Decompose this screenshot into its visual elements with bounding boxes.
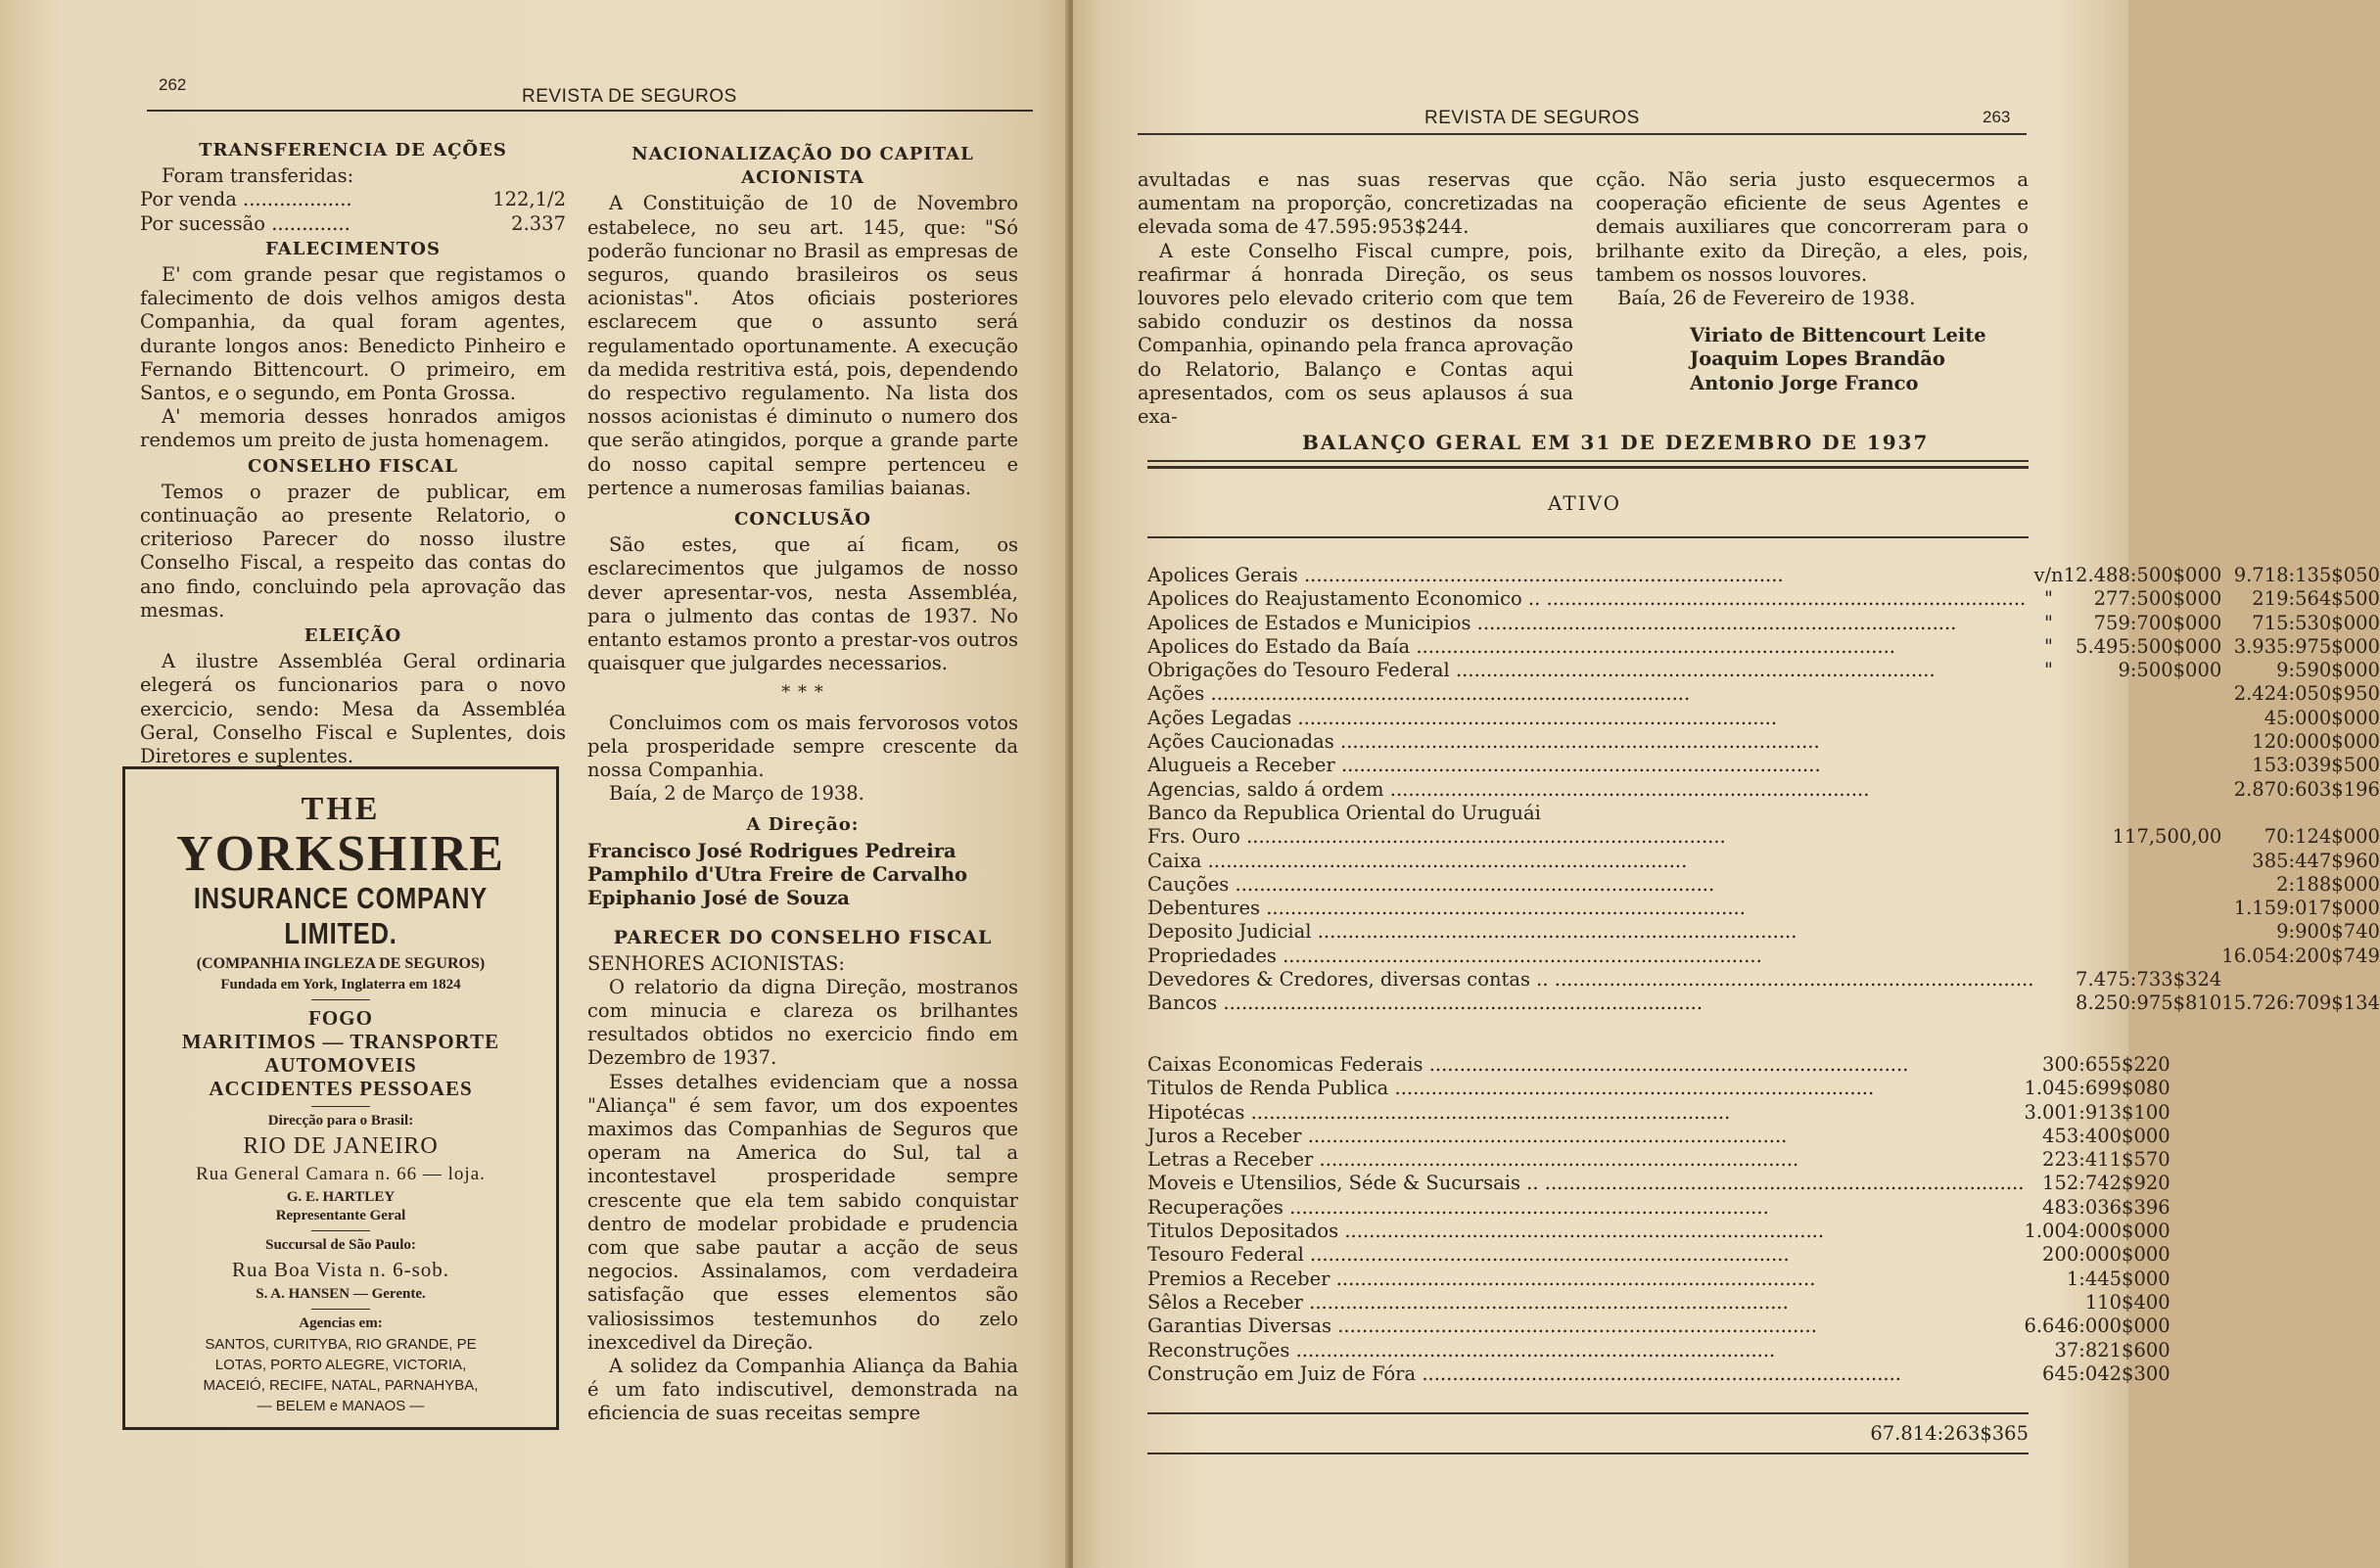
balance-row-value-1 [2064, 802, 2222, 825]
direcao-date: Baía, 2 de Março de 1938. [609, 782, 864, 806]
ativo-label: ATIVO [1548, 491, 1622, 515]
dot-leader [1217, 992, 1703, 1014]
balance-row-label: Debentures [1147, 897, 1261, 920]
heading-conclusao: CONCLUSÃO [734, 509, 871, 530]
dot-leader [1331, 1314, 1817, 1337]
falecimentos-text: E' com grande pesar que registamos o falecimento de dois velhos amigos desta Companhia, da qual foram agentes, durante longos anos: Benedicto Pinheiro e Fernando Bittencourt. O primeiro, em Santos, e o segundo, em Ponta Grossa. [140, 263, 566, 405]
page-number-right: 263 [1983, 108, 2011, 126]
balance-row [1147, 707, 2380, 730]
balance-row [1147, 1196, 2170, 1220]
ad-sp-address: Rua Boa Vista n. 6-sob. [231, 1258, 449, 1281]
balance-row-value-1: 5.495:500$000 [2076, 634, 2222, 658]
balance-row-value-2: 16.054:200$749 [2221, 944, 2380, 967]
balance-row-label: Apolices de Estados e Municipios [1147, 611, 1471, 634]
balance-row [1147, 1314, 2170, 1338]
dot-leader [1540, 587, 2026, 610]
balance-row-label: Recuperações [1147, 1195, 1283, 1219]
dot-leader [1388, 1077, 1874, 1099]
ad-line-automoveis: AUTOMOVEIS [264, 1053, 417, 1077]
balance-row-mark [2033, 707, 2063, 730]
balance-row-value-1: 12.488:500$000 [2063, 564, 2222, 586]
balance-row-label: Tesouro Federal [1147, 1243, 1304, 1267]
parecer-paragraph-3: A solidez da Companhia Aliança da Bahia é um fato indiscutivel, demonstrada na eficiencia de suas receitas sempre [587, 1354, 1018, 1425]
balance-row-label [1147, 992, 2033, 1015]
balance-row-label [1147, 587, 2033, 611]
ad-direccao-label: Direcção para o Brasil: [267, 1113, 414, 1129]
dot-leader [1244, 1101, 1730, 1124]
balance-row [1147, 897, 2380, 920]
dot-leader [1291, 707, 1777, 729]
ad-rep-name: G. E. HARTLEY [286, 1189, 396, 1205]
balance-row-mark [2033, 778, 2063, 802]
balance-row-mark: " [2044, 587, 2054, 611]
balance-row-label [1147, 1172, 2024, 1195]
dot-leader [1338, 1220, 1824, 1242]
dot-leader [1229, 873, 1714, 896]
right-signatures [1596, 324, 2029, 395]
dot-leader [1204, 682, 1690, 705]
balance-row-label [1147, 1268, 2024, 1291]
dot-leader [1260, 897, 1746, 919]
balance-row-value-2: 45:000$000 [2263, 706, 2380, 729]
ad-agencias-3: MACEIÓ, RECIFE, NATAL, PARNAHYBA, [203, 1377, 479, 1394]
balance-row-label [1147, 707, 2033, 730]
balance-row-label: Alugueis a Receber [1147, 754, 1335, 777]
balance-row [1147, 802, 2380, 825]
ad-city: RIO DE JANEIRO [243, 1133, 439, 1159]
ad-agencias-1: SANTOS, CURITYBA, RIO GRANDE, PE [205, 1336, 477, 1353]
balance-row-label: Apolices do Estado da Baía [1147, 634, 1411, 658]
balance-row-mark [2033, 873, 2063, 897]
balance-row [1147, 564, 2380, 587]
dot-leader [1470, 612, 1956, 634]
balance-row-value-1 [2064, 707, 2222, 730]
balance-row [1147, 778, 2380, 802]
balance-title-rule [1147, 460, 2029, 462]
balance-row-mark [2033, 897, 2063, 920]
balance-title-rule-2 [1147, 466, 2029, 469]
ad-subtitle: (COMPANHIA INGLEZA DE SEGUROS) [196, 955, 486, 972]
ad-sp-label: Succursal de São Paulo: [265, 1237, 416, 1253]
balance-row [1147, 754, 2380, 777]
signatory-3: Epiphanio José de Souza [587, 887, 850, 910]
balance-row-value-2: 37:821$600 [2054, 1338, 2170, 1361]
balance-row-label [1147, 1101, 2024, 1125]
balance-row-label: Devedores & Credores, diversas contas .. [1147, 968, 1549, 992]
yorkshire-advertisement [122, 766, 559, 1430]
balance-title: BALANÇO GERAL EM 31 DE DEZEMBRO DE 1937 [1302, 431, 1930, 454]
balance-row-label [1147, 802, 2033, 825]
balance-row [1147, 1291, 2170, 1314]
balance-table-1 [1147, 564, 2380, 1016]
balance-row-value-2: 715:530$000 [2252, 611, 2380, 634]
balance-row-value-2: 153:039$500 [2252, 754, 2380, 777]
balance-row-value-1 [2064, 730, 2222, 754]
balance-row-label [1147, 1053, 2024, 1077]
balance-row-mark: " [2044, 611, 2054, 634]
balance-row-value-2: 9:900$740 [2276, 920, 2380, 944]
ad-agencias-2: LOTAS, PORTO ALEGRE, VICTORIA, [214, 1357, 467, 1373]
balance-row-label [1147, 1314, 2024, 1338]
balance-row [1147, 730, 2380, 754]
balance-row-mark [2033, 825, 2063, 849]
balance-row-value-1 [2064, 682, 2222, 706]
balance-row [1147, 682, 2380, 706]
balance-row-label [1147, 968, 2033, 992]
balance-row [1147, 659, 2380, 682]
balance-row-value-2: 453:400$000 [2042, 1124, 2170, 1147]
balance-row-value-2: 223:411$570 [2042, 1148, 2170, 1172]
balance-row-label [1147, 920, 2033, 944]
balance-row [1147, 1148, 2170, 1172]
balance-row-mark [2033, 945, 2063, 968]
dot-leader [1302, 1125, 1788, 1147]
balance-row-label [1147, 1339, 2024, 1362]
parecer-paragraph-1: O relatorio da digna Direção, mostranos com minucia e clareza os brilhantes resultados obtidos no exercicio findo em Dezembro de 1937. [587, 975, 1018, 1070]
balance-row-value-2: 2:188$000 [2276, 872, 2380, 896]
balance-row-value-2: 9:590$000 [2276, 659, 2380, 682]
balance-row-value-2: 1.045:699$080 [2024, 1077, 2170, 1100]
balance-row [1147, 1220, 2170, 1243]
balance-row-label: Frs. Ouro [1147, 825, 1240, 849]
ad-the: THE [301, 791, 381, 827]
balance-row-label [1147, 682, 2033, 706]
balance-row-value-2: 9.718:135$050 [2233, 564, 2380, 586]
balance-row [1147, 1053, 2170, 1077]
balance-row-value-2: 3.935:975$000 [2233, 634, 2380, 658]
balance-row-label: Ações [1147, 682, 1205, 706]
balance-row-label: Obrigações do Tesouro Federal [1147, 659, 1450, 682]
balance-row-label: Garantias Diversas [1147, 1314, 1332, 1338]
left-column-2 [587, 143, 1018, 1426]
council-signatory-3: Antonio Jorge Franco [1690, 371, 1919, 394]
ad-divider [311, 999, 370, 1000]
balance-row-label [1147, 1220, 2024, 1243]
ad-sp-manager: S. A. HANSEN — Gerente. [256, 1286, 426, 1302]
ad-company-name: YORKSHIRE [176, 826, 505, 882]
balance-row-value-2: 2.870:603$196 [2233, 777, 2380, 801]
balance-row-label: Bancos [1147, 992, 1218, 1015]
signatory-1: Francisco José Rodrigues Pedreira [587, 839, 957, 862]
balance-row-value-2: 645:042$300 [2042, 1361, 2170, 1385]
balance-row-label [1147, 1125, 2024, 1148]
balance-row-mark [2033, 850, 2063, 873]
right-column-1 [1138, 168, 1573, 429]
balance-table-2 [1147, 1053, 2170, 1386]
balance-row-label [1147, 778, 2033, 802]
ad-agencias-4: — BELEM e MANAOS — [257, 1398, 425, 1414]
balance-row-label: Propriedades [1147, 944, 1277, 967]
balance-row [1147, 1125, 2170, 1148]
dot-leader [1549, 968, 2034, 991]
heading-eleicao: ELEIÇÃO [303, 625, 402, 647]
council-signatory-2: Joaquim Lopes Brandão [1690, 347, 1945, 371]
balance-row-label: Letras a Receber [1147, 1148, 1314, 1172]
ad-divider [311, 1106, 370, 1107]
memoria-text: A' memoria desses honrados amigos rendemos um preito de justa homenagem. [140, 405, 566, 452]
right-col1-text-1: avultadas e nas suas reservas que aumentam na proporção, concretizadas na elevada soma de 47.595:953$244. [1138, 168, 1573, 239]
balance-row-label [1147, 897, 2033, 920]
balance-row-mark: " [2044, 634, 2054, 658]
balance-row-value-2: 15.726:709$134 [2221, 992, 2380, 1015]
dot-leader [1450, 659, 1936, 681]
dot-leader [1334, 730, 1820, 753]
balance-row-label: Titulos Depositados [1147, 1220, 1339, 1243]
balance-row-label [1147, 564, 2033, 587]
balance-row-label [1147, 945, 2033, 968]
balance-row [1147, 612, 2380, 635]
balance-row-value-2: 1.004:000$000 [2024, 1220, 2170, 1243]
ad-divider [311, 1309, 370, 1310]
balance-row-value-2: 300:655$220 [2042, 1053, 2170, 1076]
balance-row [1147, 1101, 2170, 1125]
balance-row-value-1: 117,500,00 [2112, 825, 2222, 849]
balance-row-value-2: 152:742$920 [2042, 1172, 2170, 1195]
balance-row-value-1 [2064, 754, 2222, 777]
transfer-intro: Foram transferidas: [162, 164, 354, 188]
balance-row [1147, 635, 2380, 659]
balance-row-value-2: 120:000$000 [2252, 730, 2380, 754]
balance-row-label: Premios a Receber [1147, 1267, 1330, 1290]
running-head-left: REVISTA DE SEGUROS [522, 86, 737, 107]
balance-row [1147, 920, 2380, 944]
ad-line-accidentes: ACCIDENTES PESSOAES [209, 1077, 473, 1100]
ad-address: Rua General Camara n. 66 — loja. [196, 1164, 486, 1184]
balance-row [1147, 1172, 2170, 1195]
balance-row-label [1147, 873, 2033, 897]
balance-row-value-1: 759:700$000 [2093, 611, 2222, 634]
dot-leader [1201, 850, 1687, 872]
balance-row-value-2: 1:445$000 [2066, 1267, 2170, 1290]
balance-row-mark [2033, 992, 2063, 1015]
balance-row-label: Ações Caucionadas [1147, 730, 1334, 754]
ad-line-fogo: FOGO [308, 1006, 373, 1030]
balance-row [1147, 945, 2380, 968]
balance-row [1147, 587, 2380, 611]
dot-leader [1277, 945, 1762, 967]
dot-leader [1313, 1148, 1798, 1171]
balance-row-label [1147, 1243, 2024, 1267]
balance-row [1147, 1077, 2170, 1100]
balance-row-mark [2033, 730, 2063, 754]
balance-row-label [1147, 659, 2033, 682]
balance-row-label: Sêlos a Receber [1147, 1290, 1303, 1314]
transfer-row-sucessao: Por sucessão ............. 2.337 [140, 211, 566, 235]
balance-row-mark: v/n [2033, 564, 2064, 586]
balance-row-label: Ações Legadas [1147, 706, 1292, 729]
direcao-label: A Direção: [746, 814, 860, 836]
balance-row-value-2 [2221, 802, 2380, 825]
balance-row [1147, 968, 2380, 992]
balance-row-mark [2033, 802, 2063, 825]
heading-falecimentos: FALECIMENTOS [265, 238, 441, 259]
balance-row-value-2: 110$400 [2084, 1290, 2170, 1314]
total-rule [1147, 1412, 2029, 1414]
dot-leader [1312, 920, 1797, 943]
left-column-1 [140, 137, 566, 768]
balance-row-mark [2033, 920, 2063, 944]
balance-row-label: Construção em Juiz de Fóra [1147, 1361, 1417, 1385]
balance-row-label [1147, 730, 2033, 754]
conselho-text: Temos o prazer de publicar, em continuação ao presente Relatorio, o criterioso Parecer do nosso ilustre Conselho Fiscal, a respeito das contas do ano findo, concluindo pela aprovação das mesmas. [140, 480, 566, 622]
balance-row-value-1: 7.475:733$324 [2076, 968, 2222, 992]
parecer-paragraph-2: Esses detalhes evidenciam que a nossa "Aliança" é sem favor, um dos expoentes maximos das Companhias de Seguros que operam na America do Sul, tal a incontestavel prosperidade sempre crescente que ela tem sabido conquistar dentro de modelar probidade e prudencia com que sabe pautar a acção de seus negocios. Assinalamos, com verdadeira satisfação que esses elementos são valiosissimos testemunhos do zelo inexcedivel da Direção. [587, 1070, 1018, 1354]
separator-stars: * * * [781, 682, 824, 704]
balance-row-label: Banco da Republica Oriental do Uruguái [1147, 801, 1541, 824]
ad-company-line: INSURANCE COMPANY LIMITED. [193, 881, 489, 950]
balance-row [1147, 1243, 2170, 1267]
balance-row [1147, 992, 2380, 1015]
heading-nacionalizacao-1: NACIONALIZAÇÃO DO CAPITAL [631, 144, 974, 164]
balance-total: 67.814:263$365 [1870, 1422, 2029, 1445]
balance-row-label: Caixas Economicas Federais [1147, 1053, 1423, 1076]
balance-row-label: Agencias, saldo á ordem [1147, 777, 1384, 801]
eleicao-text: A ilustre Assembléa Geral ordinaria elegerá os funcionarios para o novo exercicio, sendo: Mesa da Assembléa Geral, Conselho Fiscal e Suplentes, dois Diretores e suplentes. [140, 650, 566, 768]
balance-row-label: Juros a Receber [1147, 1124, 1302, 1147]
balance-row-mark [2033, 754, 2063, 777]
balance-row-label [1147, 1362, 2024, 1386]
nacionalizacao-text: A Constituição de 10 de Novembro estabelece, no seu art. 145, que: "Só poderão funcionar no Brasil as empresas de seguros, quando brasileiros os seus acionistas". Atos oficiais posteriores esclarecem que o assunto será regulamentado oportunamente. A execução da medida restritiva está, pois, dependendo do respectivo regulamento. Na lista dos nossos acionistas é diminuto o numero dos que serão atingidos, porque a grande parte do nosso capital sempre pertenceu e pertence a numerosas familias baianas. [587, 192, 1018, 499]
right-column-2 [1596, 168, 2029, 395]
balance-row-label: Cauções [1147, 872, 1230, 896]
dot-leader [1240, 825, 1726, 848]
balance-row-label [1147, 825, 2033, 849]
ad-agencias-label: Agencias em: [299, 1315, 383, 1331]
balance-row-label [1147, 635, 2033, 659]
balance-row-value-2: 385:447$960 [2252, 849, 2380, 872]
balance-row-value-2: 219:564$500 [2252, 587, 2380, 611]
dot-leader [1410, 635, 1895, 658]
balance-row-value-1: 277:500$000 [2093, 587, 2222, 611]
dot-leader [1330, 1268, 1816, 1290]
balance-row-label: Moveis e Utensilios, Séde & Sucursais .. [1147, 1172, 1539, 1195]
balance-row-value-2: 6.646:000$000 [2024, 1314, 2170, 1338]
dot-leader [1303, 1291, 1789, 1314]
dot-leader [1423, 1053, 1909, 1076]
balance-row [1147, 850, 2380, 873]
balance-row-label: Caixa [1147, 849, 1202, 872]
signatory-2: Pamphilo d'Utra Freire de Carvalho [587, 862, 968, 886]
balance-row-label [1147, 1291, 2024, 1314]
senhores-acionistas: SENHORES ACIONISTAS: [587, 951, 845, 975]
balance-row-mark [2033, 968, 2063, 992]
dot-leader [1304, 1243, 1790, 1266]
balance-row-label [1147, 1196, 2024, 1220]
balance-row-mark: " [2044, 659, 2054, 682]
right-col2-date: Baía, 26 de Fevereiro de 1938. [1617, 287, 1916, 310]
ad-rep-title: Representante Geral [275, 1208, 406, 1223]
dot-leader [1283, 1196, 1769, 1219]
balance-row-value-2 [2221, 968, 2380, 992]
balance-row [1147, 825, 2380, 849]
ativo-rule [1147, 536, 2029, 538]
balance-row-label: Reconstruções [1147, 1338, 1290, 1361]
running-head-right: REVISTA DE SEGUROS [1424, 108, 1640, 128]
balance-row-label [1147, 1077, 2024, 1100]
heading-parecer: PARECER DO CONSELHO FISCAL [613, 927, 993, 949]
balance-row [1147, 873, 2380, 897]
balance-row-value-2: 200:000$000 [2042, 1243, 2170, 1267]
ad-line-maritimos: MARITIMOS — TRANSPORTE [181, 1030, 500, 1053]
balance-row-label: Apolices Gerais [1147, 564, 1298, 586]
ad-divider [311, 1230, 370, 1231]
balance-row-label: Hipotécas [1147, 1100, 1245, 1124]
dot-leader [1416, 1362, 1901, 1385]
closing-text: Concluimos com os mais fervorosos votos pela prosperidade sempre crescente da nossa Companhia. [587, 711, 1018, 782]
balance-row-label: Titulos de Renda Publica [1147, 1077, 1389, 1100]
balance-row-label [1147, 1148, 2024, 1172]
conclusao-text: São estes, que aí ficam, os esclarecimentos que julgamos de nosso dever apresentar-vos, nesta Assembléa, para o julmento das contas de 1937. No entanto estamos pronto a prestar-vos outros quaisquer que julgardes necessarios. [587, 533, 1018, 675]
right-col1-text-2: A este Conselho Fiscal cumpre, pois, reafirmar á honrada Direção, os seus louvores pelo elevado criterio com que tem sabido conduzir os destinos da nossa Companhia, opinando pela franca aprovação do Relatorio, Balanço e Contas aqui apresentados, com os seus aplausos á sua exa- [1138, 239, 1573, 429]
balance-row-label [1147, 850, 2033, 873]
balance-row-value-2: 3.001:913$100 [2024, 1100, 2170, 1124]
balance-row [1147, 1339, 2170, 1362]
heading-transferencia: TRANSFERENCIA DE AÇÕES [199, 140, 507, 161]
balance-row-value-1 [2064, 945, 2222, 968]
dot-leader [1539, 1172, 2025, 1194]
balance-row-value-1 [2064, 897, 2222, 920]
balance-row-label [1147, 754, 2033, 777]
header-rule-right [1138, 133, 2027, 135]
balance-row-value-1 [2064, 920, 2222, 944]
right-col2-text: cção. Não seria justo esquecermos a cooperação eficiente de seus Agentes e demais auxiliares que concorreram para o brilhante exito da Direção, a eles, pois, tambem os nossos louvores. [1596, 168, 2029, 286]
dot-leader [1335, 754, 1821, 776]
left-page [0, 0, 1069, 1568]
balance-row-mark [2033, 682, 2063, 706]
page-number-left: 262 [159, 75, 187, 94]
ad-founded: Fundada em York, Inglaterra em 1824 [220, 977, 461, 992]
balance-row-value-2: 2.424:050$950 [2233, 682, 2380, 706]
total-rule-bottom [1147, 1453, 2029, 1454]
balance-row-label [1147, 612, 2033, 635]
balance-row-value-1: 9:500$000 [2118, 659, 2222, 682]
balance-row [1147, 1362, 2170, 1386]
dot-leader [1289, 1339, 1775, 1361]
balance-row-value-2: 1.159:017$000 [2233, 897, 2380, 920]
balance-row-label: Apolices do Reajustamento Economico .. [1147, 587, 1541, 611]
heading-nacionalizacao-2: ACIONISTA [741, 167, 864, 189]
dot-leader [1298, 564, 1784, 586]
dot-leader [1384, 778, 1870, 801]
balance-row-value-1 [2064, 778, 2222, 802]
council-signatory-1: Viriato de Bittencourt Leite [1690, 324, 1986, 347]
transfer-row-venda: Por venda .................. 122,1/2 [140, 188, 566, 211]
balance-row-value-2: 483:036$396 [2042, 1195, 2170, 1219]
header-rule-left [147, 110, 1033, 112]
balance-row-value-1 [2064, 873, 2222, 897]
balance-row [1147, 1268, 2170, 1291]
balance-row-value-1: 8.250:975$810 [2076, 992, 2222, 1015]
heading-conselho: CONSELHO FISCAL [248, 455, 458, 477]
balance-row-label: Deposito Judicial [1147, 920, 1312, 944]
balance-row-value-2: 70:124$000 [2263, 825, 2380, 849]
balance-row-value-1 [2064, 850, 2222, 873]
